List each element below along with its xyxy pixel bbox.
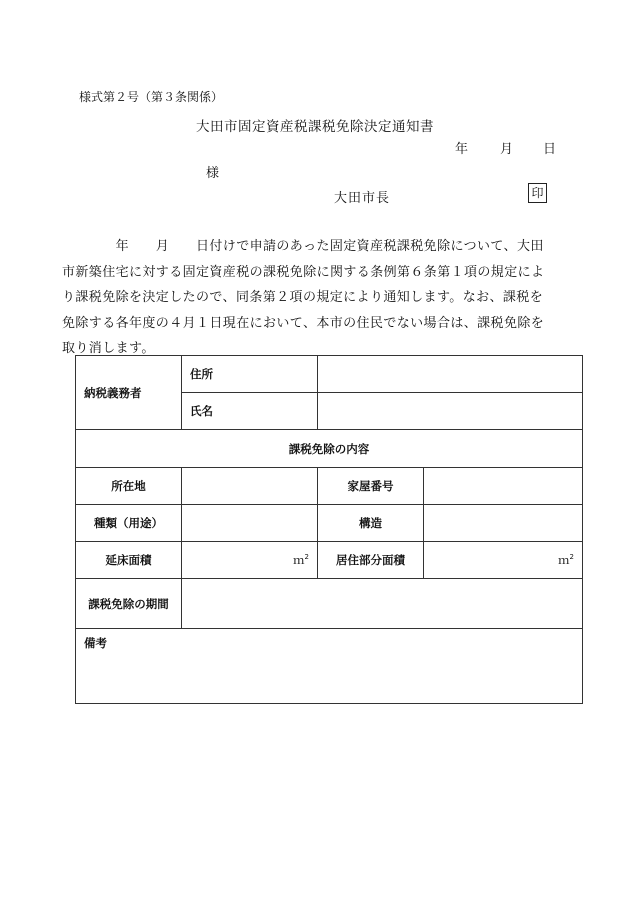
name-label: 氏名 [190, 404, 213, 418]
area-unit: ｍ [293, 553, 305, 567]
date-day-label: 日 [543, 142, 557, 157]
floor-area-label: 延床面積 [105, 553, 152, 567]
notice-body [62, 234, 592, 362]
period-value-cell[interactable] [182, 579, 583, 629]
period-label-cell [76, 579, 182, 629]
period-label: 課税免除の期間 [88, 596, 169, 611]
floor-area-label-cell [76, 542, 182, 579]
taxpayer-label-cell [76, 356, 182, 430]
type-value-cell[interactable] [182, 505, 318, 542]
address-label: 住所 [190, 367, 213, 381]
body-line: 取り消します。 [62, 341, 155, 356]
location-label-cell [76, 468, 182, 505]
floor-area-value-cell[interactable] [182, 542, 318, 579]
name-label-cell [182, 393, 318, 430]
location-value-cell[interactable] [182, 468, 318, 505]
residential-area-label: 居住部分面積 [336, 553, 405, 567]
location-label: 所在地 [111, 479, 146, 493]
taxpayer-label: 納税義務者 [84, 385, 142, 400]
area-unit: ｍ [558, 553, 570, 567]
house-number-label: 家屋番号 [347, 479, 394, 493]
body-line: り課税免除を決定したので、同条第２項の規定により通知します。なお、課税を [62, 290, 544, 305]
residential-area-label-cell [318, 542, 424, 579]
body-line: 免除する各年度の４月１日現在において、本市の住民でない場合は、課税免除を [62, 315, 545, 331]
remarks-label: 備考 [84, 636, 107, 650]
date-year-label: 年 [455, 142, 469, 157]
exemption-content-label: 課税免除の内容 [288, 441, 370, 456]
address-label-cell [182, 356, 318, 393]
seal-mark: 印 [528, 183, 547, 203]
exemption-details-table [75, 355, 583, 704]
body-line: 年 月 日付けで申請のあった固定資産税課税免除について、大田 [62, 239, 544, 254]
area-unit-sup: 2 [304, 553, 309, 562]
form-number-label: 様式第２号（第３条関係） [79, 90, 224, 104]
type-label: 種類（用途） [94, 516, 163, 530]
document-title: 大田市固定資産税課税免除決定通知書 [196, 119, 434, 135]
area-unit-sup: 2 [569, 553, 574, 562]
residential-area-value-cell[interactable] [424, 542, 583, 579]
type-label-cell [76, 505, 182, 542]
exemption-content-header [76, 430, 583, 468]
addressee-honorific: 様 [206, 166, 220, 181]
remarks-cell[interactable] [76, 629, 583, 704]
date-month-label: 月 [500, 142, 514, 157]
issuer-name: 大田市長 [334, 191, 391, 206]
structure-label: 構造 [359, 516, 382, 530]
body-line: 市新築住宅に対する固定資産税の課税免除に関する条例第６条第１項の規定によ [62, 264, 545, 280]
structure-value-cell[interactable] [424, 505, 583, 542]
house-number-label-cell [318, 468, 424, 505]
name-value-cell[interactable] [318, 393, 583, 430]
structure-label-cell [318, 505, 424, 542]
address-value-cell[interactable] [318, 356, 583, 393]
house-number-value-cell[interactable] [424, 468, 583, 505]
